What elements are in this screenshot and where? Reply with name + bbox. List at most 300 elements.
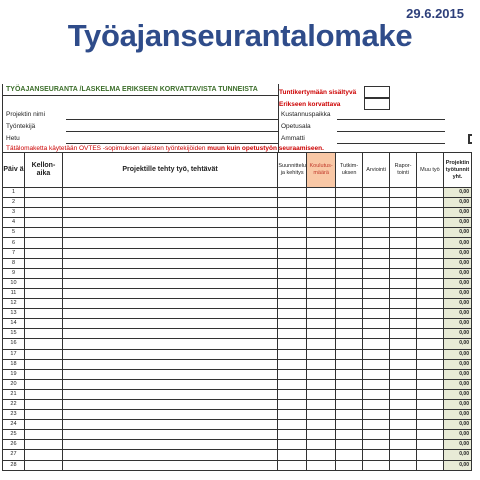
tutkimus-cell[interactable]: [336, 369, 363, 379]
tutkimus-cell[interactable]: [336, 379, 363, 389]
muu-cell[interactable]: [417, 329, 444, 339]
koulutus-cell[interactable]: [307, 440, 336, 450]
koulutus-cell[interactable]: [307, 339, 336, 349]
task-cell[interactable]: [62, 288, 277, 298]
table-row: [3, 288, 472, 298]
muu-cell[interactable]: [417, 299, 444, 309]
raportointi-cell[interactable]: [390, 268, 417, 278]
task-cell[interactable]: [62, 410, 277, 420]
tutkimus-cell[interactable]: [336, 248, 363, 258]
task-cell[interactable]: [62, 248, 277, 258]
task-cell[interactable]: [62, 258, 277, 268]
total-hours: 0,00: [443, 389, 471, 399]
suunnittelu-cell[interactable]: [278, 268, 307, 278]
day-number: 14: [3, 319, 25, 329]
koulutus-cell[interactable]: [307, 450, 336, 460]
total-hours: 0,00: [443, 288, 471, 298]
suunnittelu-cell[interactable]: [278, 369, 307, 379]
raportointi-cell[interactable]: [390, 359, 417, 369]
task-cell[interactable]: [62, 349, 277, 359]
koulutus-cell[interactable]: [307, 389, 336, 399]
day-number: 5: [3, 228, 25, 238]
koulutus-cell[interactable]: [307, 460, 336, 470]
arviointi-cell[interactable]: [363, 349, 390, 359]
tutkimus-cell[interactable]: [336, 228, 363, 238]
suunnittelu-cell[interactable]: [278, 399, 307, 409]
raportointi-cell[interactable]: [390, 399, 417, 409]
suunnittelu-cell[interactable]: [278, 389, 307, 399]
raportointi-cell[interactable]: [390, 218, 417, 228]
time-cell[interactable]: [24, 299, 62, 309]
suunnittelu-cell[interactable]: [278, 278, 307, 288]
table-row: [3, 450, 472, 460]
table-row: [3, 430, 472, 440]
time-cell[interactable]: [24, 430, 62, 440]
raportointi-cell[interactable]: [390, 309, 417, 319]
koulutus-cell[interactable]: [307, 319, 336, 329]
time-cell[interactable]: [24, 309, 62, 319]
arviointi-cell[interactable]: [363, 258, 390, 268]
muu-cell[interactable]: [417, 198, 444, 208]
total-hours: 0,00: [443, 268, 471, 278]
total-hours: 0,00: [443, 319, 471, 329]
muu-cell[interactable]: [417, 268, 444, 278]
time-cell[interactable]: [24, 218, 62, 228]
time-cell[interactable]: [24, 359, 62, 369]
arviointi-cell[interactable]: [363, 248, 390, 258]
tutkimus-cell[interactable]: [336, 329, 363, 339]
raportointi-cell[interactable]: [390, 339, 417, 349]
koulutus-cell[interactable]: [307, 349, 336, 359]
task-cell[interactable]: [62, 268, 277, 278]
arviointi-cell[interactable]: [363, 278, 390, 288]
time-cell[interactable]: [24, 278, 62, 288]
time-cell[interactable]: [24, 208, 62, 218]
tutkimus-cell[interactable]: [336, 450, 363, 460]
task-cell[interactable]: [62, 399, 277, 409]
suunnittelu-cell[interactable]: [278, 379, 307, 389]
tutkimus-cell[interactable]: [336, 278, 363, 288]
erikseen-box[interactable]: [364, 98, 390, 110]
time-cell[interactable]: [24, 329, 62, 339]
tyontekija-label: Työntekijä: [6, 123, 36, 130]
raportointi-cell[interactable]: [390, 208, 417, 218]
task-cell[interactable]: [62, 238, 277, 248]
arviointi-cell[interactable]: [363, 228, 390, 238]
muu-cell[interactable]: [417, 188, 444, 198]
time-cell[interactable]: [24, 258, 62, 268]
raportointi-cell[interactable]: [390, 420, 417, 430]
day-number: 22: [3, 399, 25, 409]
koulutus-cell[interactable]: [307, 248, 336, 258]
suunnittelu-cell[interactable]: [278, 208, 307, 218]
muu-cell[interactable]: [417, 440, 444, 450]
muu-cell[interactable]: [417, 339, 444, 349]
arviointi-cell[interactable]: [363, 410, 390, 420]
suunnittelu-cell[interactable]: [278, 248, 307, 258]
col-tehty-tyo: Projektille tehty työ, tehtävät: [62, 153, 277, 188]
day-number: 6: [3, 238, 25, 248]
tutkimus-cell[interactable]: [336, 208, 363, 218]
time-cell[interactable]: [24, 460, 62, 470]
raportointi-cell[interactable]: [390, 440, 417, 450]
time-cell[interactable]: [24, 238, 62, 248]
total-hours: 0,00: [443, 238, 471, 248]
muu-cell[interactable]: [417, 410, 444, 420]
ammatti-field[interactable]: [337, 143, 445, 144]
suunnittelu-cell[interactable]: [278, 349, 307, 359]
koulutus-cell[interactable]: [307, 309, 336, 319]
time-cell[interactable]: [24, 379, 62, 389]
tutkimus-cell[interactable]: [336, 440, 363, 450]
task-cell[interactable]: [62, 450, 277, 460]
tutkimus-cell[interactable]: [336, 399, 363, 409]
arviointi-cell[interactable]: [363, 238, 390, 248]
muu-cell[interactable]: [417, 349, 444, 359]
time-cell[interactable]: [24, 198, 62, 208]
arviointi-cell[interactable]: [363, 399, 390, 409]
time-cell[interactable]: [24, 248, 62, 258]
table-row: [3, 420, 472, 430]
task-cell[interactable]: [62, 359, 277, 369]
tutkimus-cell[interactable]: [336, 268, 363, 278]
raportointi-cell[interactable]: [390, 238, 417, 248]
ammatti-label: Ammatti: [281, 135, 305, 142]
task-cell[interactable]: [62, 460, 277, 470]
raportointi-cell[interactable]: [390, 379, 417, 389]
time-cell[interactable]: [24, 228, 62, 238]
arviointi-cell[interactable]: [363, 299, 390, 309]
suunnittelu-cell[interactable]: [278, 218, 307, 228]
tutkimus-cell[interactable]: [336, 430, 363, 440]
tutkimus-cell[interactable]: [336, 389, 363, 399]
raportointi-cell[interactable]: [390, 248, 417, 258]
muu-cell[interactable]: [417, 278, 444, 288]
opetusala-field[interactable]: [337, 131, 445, 132]
table-row: [3, 410, 472, 420]
table-row: [3, 339, 472, 349]
task-cell[interactable]: [62, 208, 277, 218]
koulutus-cell[interactable]: [307, 238, 336, 248]
task-cell[interactable]: [62, 389, 277, 399]
muu-cell[interactable]: [417, 258, 444, 268]
raportointi-cell[interactable]: [390, 319, 417, 329]
suunnittelu-cell[interactable]: [278, 450, 307, 460]
raportointi-cell[interactable]: [390, 389, 417, 399]
tuntikertyma-label: Tuntikertymään sisältyvä: [279, 89, 357, 96]
koulutus-cell[interactable]: [307, 218, 336, 228]
arviointi-cell[interactable]: [363, 188, 390, 198]
table-row: [3, 238, 472, 248]
time-cell[interactable]: [24, 369, 62, 379]
sheet-edge-marker: [468, 134, 472, 144]
hetu-field[interactable]: [66, 143, 278, 144]
raportointi-cell[interactable]: [390, 299, 417, 309]
tutkimus-cell[interactable]: [336, 349, 363, 359]
arviointi-cell[interactable]: [363, 268, 390, 278]
hetu-label: Hetu: [6, 135, 20, 142]
arviointi-cell[interactable]: [363, 430, 390, 440]
koulutus-cell[interactable]: [307, 399, 336, 409]
day-number: 2: [3, 198, 25, 208]
page-title: Työajanseurantalomake: [67, 18, 413, 53]
raportointi-cell[interactable]: [390, 258, 417, 268]
koulutus-cell[interactable]: [307, 379, 336, 389]
suunnittelu-cell[interactable]: [278, 288, 307, 298]
tutkimus-cell[interactable]: [336, 218, 363, 228]
koulutus-cell[interactable]: [307, 359, 336, 369]
total-hours: 0,00: [443, 460, 471, 470]
suunnittelu-cell[interactable]: [278, 329, 307, 339]
total-hours: 0,00: [443, 369, 471, 379]
koulutus-cell[interactable]: [307, 198, 336, 208]
raportointi-cell[interactable]: [390, 188, 417, 198]
task-cell[interactable]: [62, 440, 277, 450]
total-hours: 0,00: [443, 188, 471, 198]
task-cell[interactable]: [62, 188, 277, 198]
muu-cell[interactable]: [417, 319, 444, 329]
koulutus-cell[interactable]: [307, 329, 336, 339]
time-cell[interactable]: [24, 410, 62, 420]
total-hours: 0,00: [443, 420, 471, 430]
time-cell[interactable]: [24, 339, 62, 349]
raportointi-cell[interactable]: [390, 430, 417, 440]
day-number: 10: [3, 278, 25, 288]
arviointi-cell[interactable]: [363, 218, 390, 228]
day-number: 11: [3, 288, 25, 298]
arviointi-cell[interactable]: [363, 460, 390, 470]
muu-cell[interactable]: [417, 430, 444, 440]
col-projektin-tunnit: Projektin työtunnit yht.: [443, 153, 471, 188]
muu-cell[interactable]: [417, 248, 444, 258]
suunnittelu-cell[interactable]: [278, 440, 307, 450]
muu-cell[interactable]: [417, 369, 444, 379]
time-cell[interactable]: [24, 319, 62, 329]
kustannuspaikka-field[interactable]: [337, 119, 445, 120]
time-cell[interactable]: [24, 389, 62, 399]
tutkimus-cell[interactable]: [336, 309, 363, 319]
muu-cell[interactable]: [417, 460, 444, 470]
form-note: [6, 145, 324, 152]
muu-cell[interactable]: [417, 450, 444, 460]
tutkimus-cell[interactable]: [336, 339, 363, 349]
koulutus-cell[interactable]: [307, 430, 336, 440]
suunnittelu-cell[interactable]: [278, 420, 307, 430]
raportointi-cell[interactable]: [390, 288, 417, 298]
arviointi-cell[interactable]: [363, 198, 390, 208]
total-hours: 0,00: [443, 410, 471, 420]
erikseen-label: Erikseen korvattava: [279, 101, 341, 108]
day-number: 7: [3, 248, 25, 258]
koulutus-cell[interactable]: [307, 369, 336, 379]
arviointi-cell[interactable]: [363, 450, 390, 460]
total-hours: 0,00: [443, 329, 471, 339]
col-paiva: Päiv ä: [3, 153, 25, 188]
document-date: 29.6.2015: [406, 6, 464, 21]
raportointi-cell[interactable]: [390, 460, 417, 470]
task-cell[interactable]: [62, 379, 277, 389]
suunnittelu-cell[interactable]: [278, 430, 307, 440]
time-cell[interactable]: [24, 450, 62, 460]
suunnittelu-cell[interactable]: [278, 410, 307, 420]
raportointi-cell[interactable]: [390, 198, 417, 208]
day-number: 13: [3, 309, 25, 319]
tutkimus-cell[interactable]: [336, 359, 363, 369]
raportointi-cell[interactable]: [390, 369, 417, 379]
task-cell[interactable]: [62, 329, 277, 339]
day-number: 3: [3, 208, 25, 218]
arviointi-cell[interactable]: [363, 359, 390, 369]
koulutus-cell[interactable]: [307, 299, 336, 309]
muu-cell[interactable]: [417, 309, 444, 319]
table-row: [3, 359, 472, 369]
day-number: 9: [3, 268, 25, 278]
koulutus-cell[interactable]: [307, 410, 336, 420]
suunnittelu-cell[interactable]: [278, 188, 307, 198]
tutkimus-cell[interactable]: [336, 188, 363, 198]
muu-cell[interactable]: [417, 238, 444, 248]
koulutus-cell[interactable]: [307, 228, 336, 238]
koulutus-cell[interactable]: [307, 188, 336, 198]
suunnittelu-cell[interactable]: [278, 238, 307, 248]
form-note-bold: muun kuin opetustyön seuraamiseen.: [207, 145, 324, 152]
suunnittelu-cell[interactable]: [278, 319, 307, 329]
arviointi-cell[interactable]: [363, 440, 390, 450]
tutkimus-cell[interactable]: [336, 460, 363, 470]
raportointi-cell[interactable]: [390, 410, 417, 420]
projektin-nimi-field[interactable]: [66, 119, 278, 120]
koulutus-cell[interactable]: [307, 258, 336, 268]
time-cell[interactable]: [24, 188, 62, 198]
time-cell[interactable]: [24, 268, 62, 278]
time-cell[interactable]: [24, 420, 62, 430]
time-cell[interactable]: [24, 399, 62, 409]
task-cell[interactable]: [62, 299, 277, 309]
arviointi-cell[interactable]: [363, 339, 390, 349]
suunnittelu-cell[interactable]: [278, 228, 307, 238]
arviointi-cell[interactable]: [363, 288, 390, 298]
suunnittelu-cell[interactable]: [278, 460, 307, 470]
raportointi-cell[interactable]: [390, 278, 417, 288]
suunnittelu-cell[interactable]: [278, 299, 307, 309]
table-row: [3, 329, 472, 339]
muu-cell[interactable]: [417, 228, 444, 238]
table-row: [3, 198, 472, 208]
task-cell[interactable]: [62, 339, 277, 349]
tutkimus-cell[interactable]: [336, 198, 363, 208]
task-cell[interactable]: [62, 319, 277, 329]
koulutus-cell[interactable]: [307, 208, 336, 218]
task-cell[interactable]: [62, 309, 277, 319]
suunnittelu-cell[interactable]: [278, 258, 307, 268]
table-row: [3, 218, 472, 228]
col-raportointi: Rapor- tointi: [390, 153, 417, 188]
form-note-prefix: Tätälomaketta käytetään OVTES -sopimuksen alaisten työntekijöiden: [6, 145, 206, 152]
tyontekija-field[interactable]: [66, 131, 278, 132]
arviointi-cell[interactable]: [363, 379, 390, 389]
table-row: [3, 278, 472, 288]
table-row: [3, 268, 472, 278]
day-number: 18: [3, 359, 25, 369]
task-cell[interactable]: [62, 369, 277, 379]
arviointi-cell[interactable]: [363, 329, 390, 339]
tutkimus-cell[interactable]: [336, 238, 363, 248]
col-koulutus: Koulutus- määrä: [307, 153, 336, 188]
raportointi-cell[interactable]: [390, 228, 417, 238]
day-number: 19: [3, 369, 25, 379]
koulutus-cell[interactable]: [307, 420, 336, 430]
muu-cell[interactable]: [417, 288, 444, 298]
arviointi-cell[interactable]: [363, 208, 390, 218]
raportointi-cell[interactable]: [390, 329, 417, 339]
day-number: 8: [3, 258, 25, 268]
arviointi-cell[interactable]: [363, 319, 390, 329]
total-hours: 0,00: [443, 278, 471, 288]
suunnittelu-cell[interactable]: [278, 359, 307, 369]
day-number: 17: [3, 349, 25, 359]
task-cell[interactable]: [62, 430, 277, 440]
tutkimus-cell[interactable]: [336, 299, 363, 309]
task-cell[interactable]: [62, 228, 277, 238]
arviointi-cell[interactable]: [363, 420, 390, 430]
table-row: [3, 460, 472, 470]
tutkimus-cell[interactable]: [336, 258, 363, 268]
col-muu-tyo: Muu työ: [417, 153, 444, 188]
arviointi-cell[interactable]: [363, 389, 390, 399]
suunnittelu-cell[interactable]: [278, 309, 307, 319]
time-cell[interactable]: [24, 349, 62, 359]
table-row: [3, 349, 472, 359]
day-number: 28: [3, 460, 25, 470]
task-cell[interactable]: [62, 420, 277, 430]
arviointi-cell[interactable]: [363, 369, 390, 379]
day-number: 15: [3, 329, 25, 339]
table-row: [3, 258, 472, 268]
raportointi-cell[interactable]: [390, 349, 417, 359]
raportointi-cell[interactable]: [390, 450, 417, 460]
koulutus-cell[interactable]: [307, 268, 336, 278]
day-number: 16: [3, 339, 25, 349]
time-cell[interactable]: [24, 288, 62, 298]
table-row: [3, 248, 472, 258]
col-suunnittelu: Suunnittelu ja kehitys: [278, 153, 307, 188]
koulutus-cell[interactable]: [307, 288, 336, 298]
tutkimus-cell[interactable]: [336, 288, 363, 298]
tutkimus-cell[interactable]: [336, 420, 363, 430]
muu-cell[interactable]: [417, 399, 444, 409]
total-hours: 0,00: [443, 430, 471, 440]
projektin-nimi-label: Projektin nimi: [6, 111, 46, 118]
task-cell[interactable]: [62, 278, 277, 288]
arviointi-cell[interactable]: [363, 309, 390, 319]
koulutus-cell[interactable]: [307, 278, 336, 288]
tuntikertyma-box[interactable]: [364, 86, 390, 98]
table-row: [3, 440, 472, 450]
muu-cell[interactable]: [417, 420, 444, 430]
time-cell[interactable]: [24, 440, 62, 450]
suunnittelu-cell[interactable]: [278, 198, 307, 208]
muu-cell[interactable]: [417, 379, 444, 389]
muu-cell[interactable]: [417, 218, 444, 228]
tutkimus-cell[interactable]: [336, 319, 363, 329]
muu-cell[interactable]: [417, 359, 444, 369]
tutkimus-cell[interactable]: [336, 410, 363, 420]
muu-cell[interactable]: [417, 208, 444, 218]
suunnittelu-cell[interactable]: [278, 339, 307, 349]
muu-cell[interactable]: [417, 389, 444, 399]
task-cell[interactable]: [62, 218, 277, 228]
task-cell[interactable]: [62, 198, 277, 208]
